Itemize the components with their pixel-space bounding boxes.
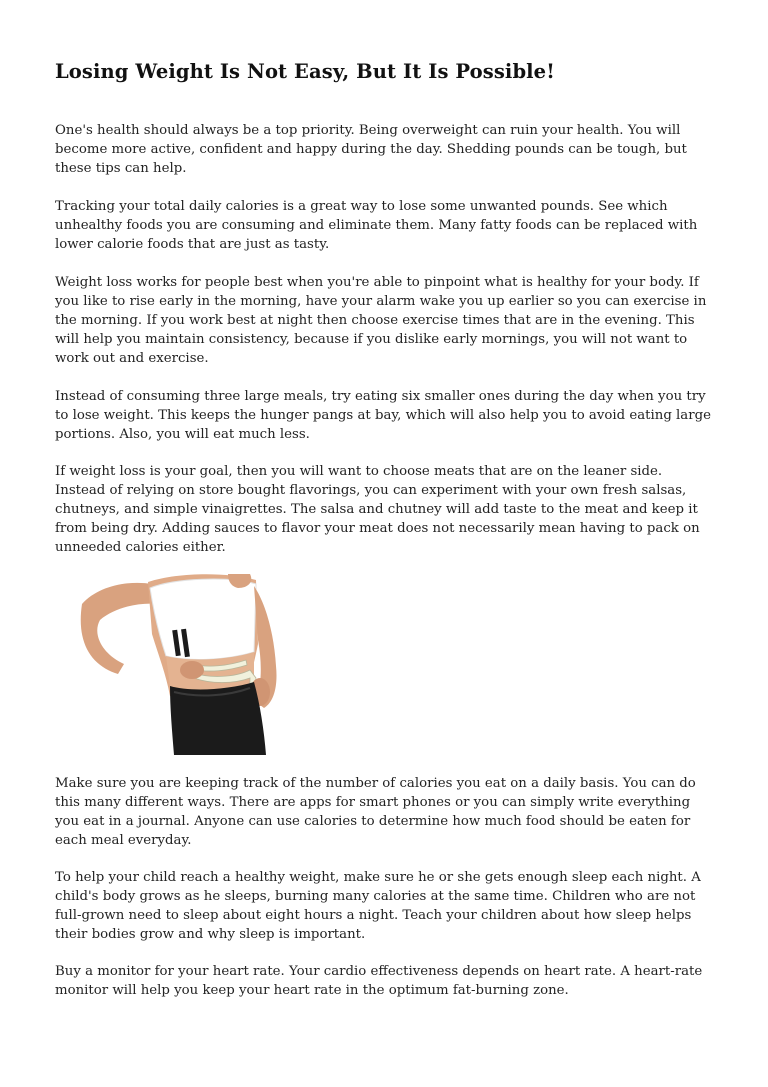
paragraph-small-meals: Instead of consuming three large meals, try eating six smaller ones during the day when you try to lose weight. This keeps the hunger pangs at bay, which will also help you to avoid eating large portions. Also, you will eat much less. xyxy=(55,389,711,442)
paragraph-calories: Tracking your total daily calories is a great way to lose some unwanted pounds. See which unhealthy foods you are consuming and eliminate them. Many fatty foods can be replaced with lower calorie foods that are just as tasty. xyxy=(55,199,698,252)
waist-measuring-photo xyxy=(78,574,282,755)
document-title: Losing Weight Is Not Easy, But It Is Possible! xyxy=(55,60,555,83)
paragraph-intro: One's health should always be a top priority. Being overweight can ruin your health. You will become more active, confident and happy during the day. Shedding pounds can be tough, but these tips can help. xyxy=(55,123,687,176)
paragraph-child-sleep: To help your child reach a healthy weight, make sure he or she gets enough sleep each night. A child's body grows as he sleeps, burning many calories at the same time. Children who are not full-grown need to sleep about eight hours a night. Teach your children about how sleep helps their bodies grow and why sleep is important. xyxy=(55,870,701,942)
paragraph-exercise-time: Weight loss works for people best when you're able to pinpoint what is healthy for your body. If you like to rise early in the morning, have your alarm wake you up earlier so you can exercise in the morning. If you work best at night then choose exercise times that are in the evening. This will help you maintain consistency, because if you dislike early mornings, you will not want to work out and exercise. xyxy=(55,275,707,366)
paragraph-heart-rate: Buy a monitor for your heart rate. Your cardio effectiveness depends on heart rate. A heart-rate monitor will help you keep your heart rate in the optimum fat-burning zone. xyxy=(55,964,703,998)
paragraph-lean-meats: If weight loss is your goal, then you will want to choose meats that are on the leaner side. Instead of relying on store bought flavorings, you can experiment with your own fresh salsas, chutneys, and simple vinaigrettes. The salsa and chutney will add taste to the meat and keep it from being dry. Adding sauces to flavor your meat does not necessarily mean having to pack on unneeded calories either. xyxy=(55,464,700,555)
waist-measuring-tape-icon xyxy=(78,574,282,755)
paragraph-track-calories: Make sure you are keeping track of the number of calories you eat on a daily basis. You can do this many different ways. There are apps for smart phones or you can simply write everything you eat in a journal. Anyone can use calories to determine how much food should be eaten for each meal everyday. xyxy=(55,776,696,848)
